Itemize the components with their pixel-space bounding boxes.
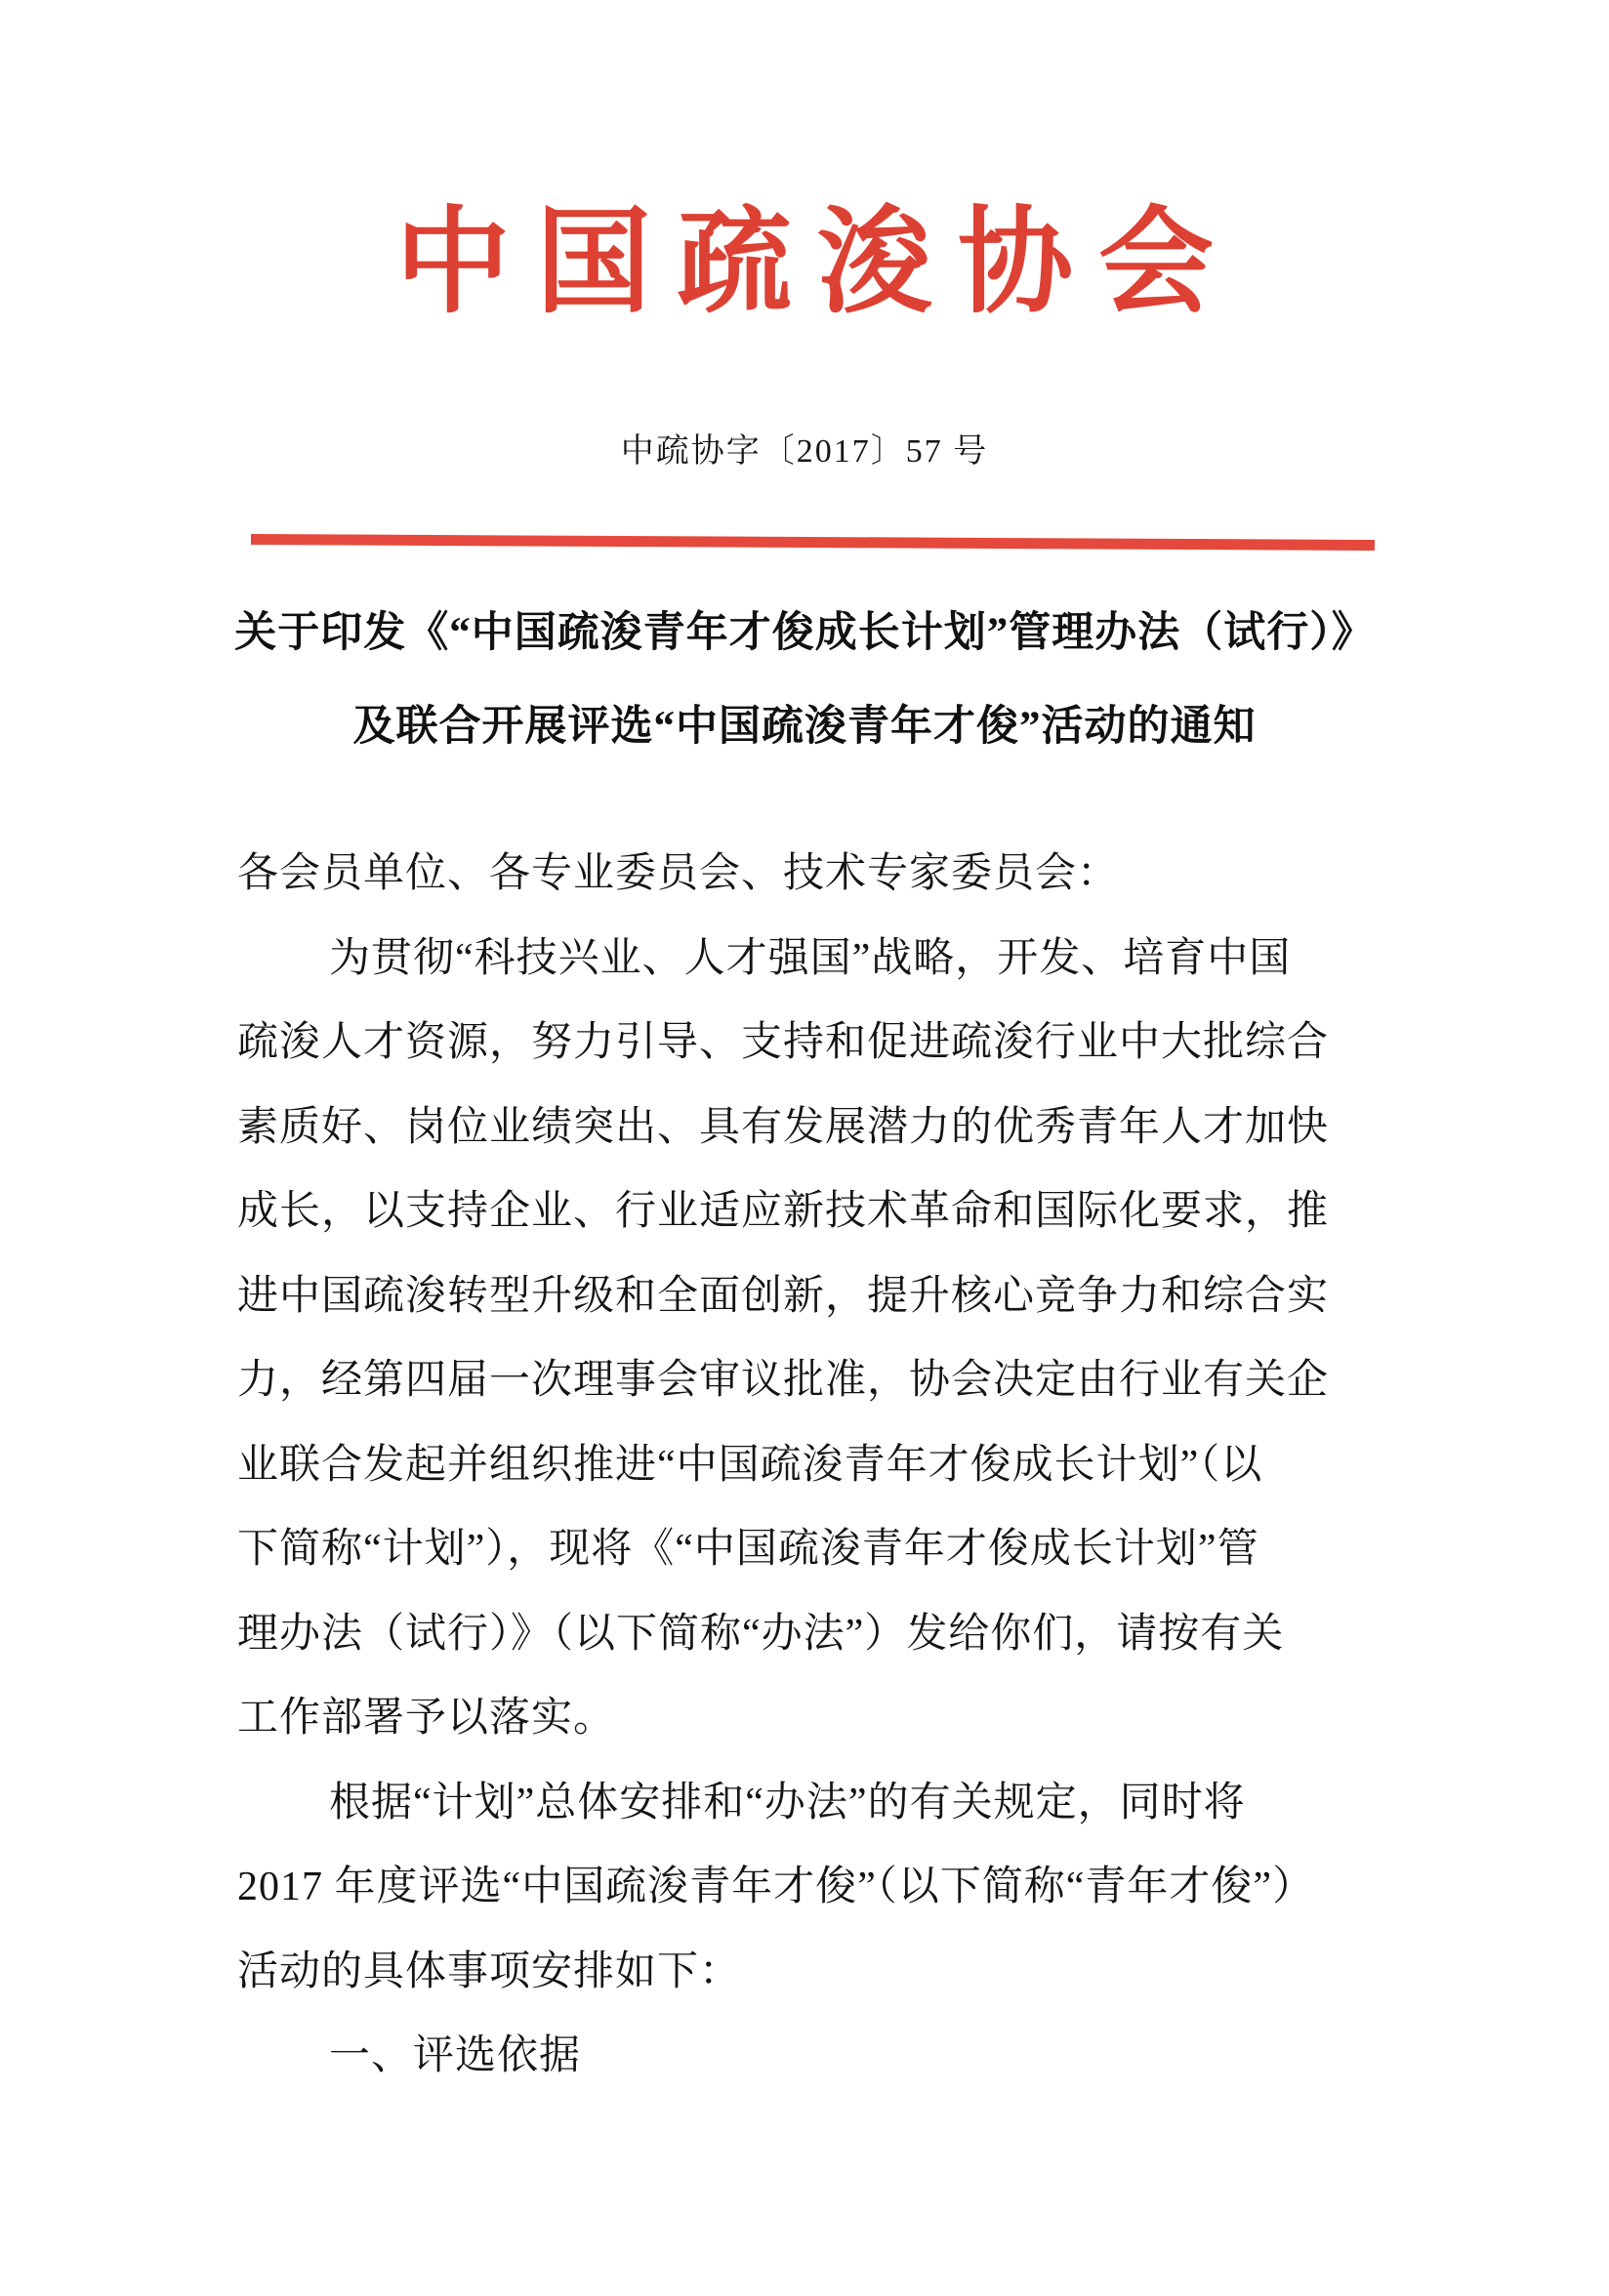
body-line: 下简称“计划”），现将《“中国疏浚青年才俊成长计划”管 — [237, 1527, 1259, 1572]
body-line: 力，经第四届一次理事会审议批准，协会决定由行业有关企 — [237, 1358, 1330, 1403]
body-line: 根据“计划”总体安排和“办法”的有关规定，同时将 — [329, 1780, 1246, 1825]
letterhead-divider-rule — [251, 534, 1375, 551]
body-line: 活动的具体事项安排如下： — [237, 1948, 742, 1994]
body-line: 疏浚人才资源，努力引导、支持和促进疏浚行业中大批综合 — [237, 1020, 1330, 1065]
body-line: 理办法（试行）》（以下简称“办法”）发给你们，请按有关 — [237, 1611, 1285, 1657]
notice-body — [237, 832, 1389, 2099]
body-line: 素质好、岗位业绩突出、具有发展潜力的优秀青年人才加快 — [237, 1104, 1330, 1150]
body-line section-heading: 一、评选依据 — [329, 2033, 582, 2078]
notice-title-line-2: 及联合开展评选“中国疏浚青年才俊”活动的通知 — [352, 704, 1257, 750]
document-number: 中疏协字〔2017〕57 号 — [620, 433, 989, 470]
salutation: 各会员单位、各专业委员会、技术专家委员会： — [237, 851, 1120, 896]
notice-title — [117, 587, 1492, 774]
body-line: 业联合发起并组织推进“中国疏浚青年才俊成长计划”（以 — [237, 1442, 1263, 1488]
letterhead-org-name: 中国疏浚协会 — [394, 199, 1239, 327]
body-line: 工作部署予以落实。 — [237, 1696, 616, 1741]
body-line: 为贯彻“科技兴业、人才强国”战略，开发、培育中国 — [329, 935, 1292, 981]
body-line: 成长，以支持企业、行业适应新技术革命和国际化要求，推 — [237, 1189, 1330, 1234]
body-line: 进中国疏浚转型升级和全面创新，提升核心竞争力和综合实 — [237, 1273, 1330, 1319]
notice-title-line-1: 关于印发《“中国疏浚青年才俊成长计划”管理办法（试行）》 — [234, 610, 1375, 656]
body-line: 2017 年度评选“中国疏浚青年才俊”（以下简称“青年才俊”） — [237, 1865, 1315, 1909]
